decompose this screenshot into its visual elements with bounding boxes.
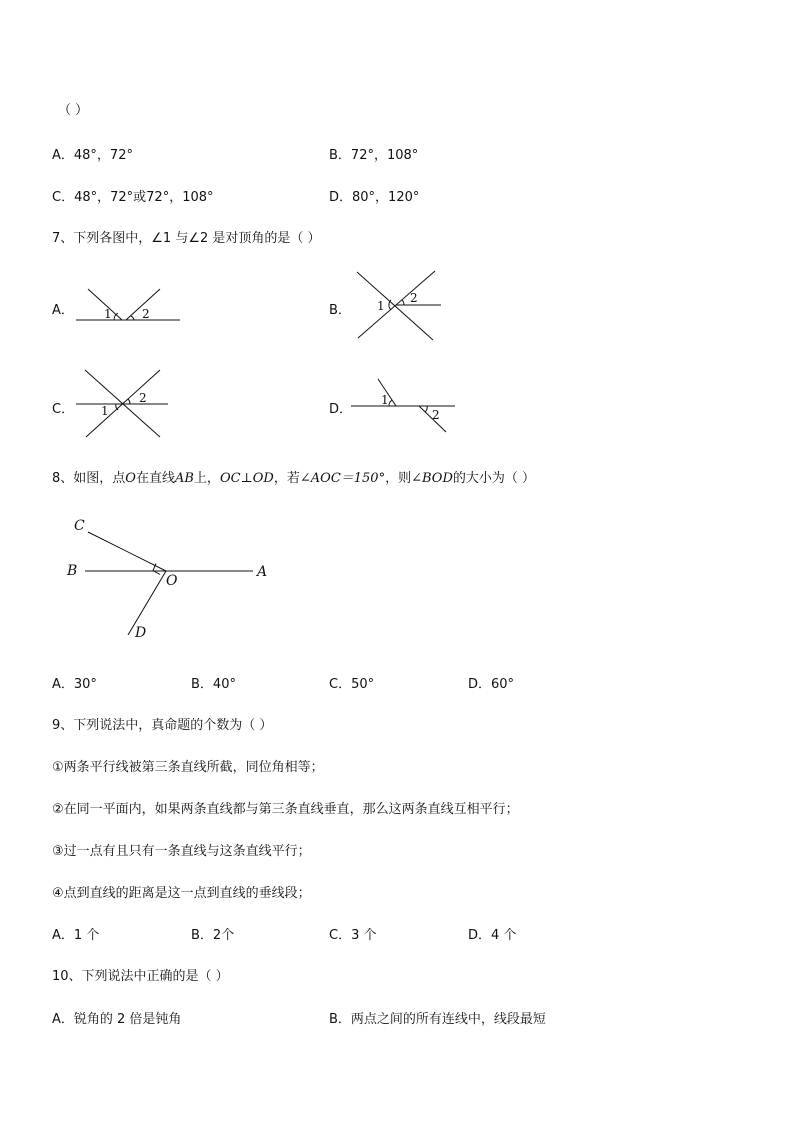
q9-statement-4: ④点到直线的距离是这一点到直线的垂线段； [52,886,311,901]
q10-option-a: A．锐角的 2 倍是钝角 [52,1012,182,1027]
q8-stem-part-c: 上， [193,471,220,486]
q10-stem: 10、下列说法中正确的是（ ） [52,969,229,984]
q6-answer-bracket: （ ） [58,103,89,118]
q8-stem-part-e: ，则 [385,471,412,486]
q8-label-o: O [166,573,178,589]
q6-option-b: B．72°，108° [329,148,419,163]
q9-option-d: D．4 个 [468,928,517,943]
q7-stem: 7、下列各图中，∠1 与∠2 是对顶角的是（ ） [52,231,321,246]
q8-stem-part-f: 的大小为（ ） [452,471,536,486]
q7d-angle-2: 2 [432,408,440,422]
q7a-angle-1: 1 [104,307,112,321]
q7-option-b-label: B． [329,303,351,318]
q9-option-b: B．2个 [191,928,235,943]
q8-option-c: C．50° [329,677,375,692]
q7-option-d-label: D． [329,402,353,417]
q8-label-b: B [67,563,78,579]
q9-statement-2: ②在同一平面内，如果两条直线都与第三条直线垂直，那么这两条直线互相平行； [52,802,519,817]
q8-stem-part-a: 8、如图，点 [52,471,126,486]
q9-stem: 9、下列说法中，真命题的个数为（ ） [52,718,273,733]
q7-option-a-label: A． [52,303,74,318]
q7c-angle-1: 1 [101,404,109,418]
q7b-angle-2: 2 [410,291,418,305]
q7-option-c-label: C． [52,402,75,417]
q8-option-d: D．60° [468,677,515,692]
q8-asked-angle: ∠BOD [411,471,453,486]
q8-stem-part-d: ，若 [273,471,300,486]
q8-given-angle: ∠AOC＝150° [299,471,386,486]
q8-label-d: D [135,625,147,641]
q7d-angle-1: 1 [381,393,389,407]
q8-option-a: A．30° [52,677,97,692]
q9-option-a: A．1 个 [52,928,100,943]
q8-label-a: A [257,564,268,580]
q8-option-b: B．40° [191,677,236,692]
q8-stem-part-b: 在直线 [135,471,175,486]
q7b-angle-1: 1 [377,299,385,313]
q6-option-d: D．80°，120° [329,190,420,205]
q10-option-b: B．两点之间的所有连线中，线段最短 [329,1012,546,1027]
q9-statement-1: ①两条平行线被第三条直线所截，同位角相等； [52,760,324,775]
q8-point-o: O [125,471,136,486]
q8-line-ab: AB [174,471,194,486]
q9-statement-3: ③过一点有且只有一条直线与这条直线平行； [52,844,311,859]
q8-perpendicular: OC⊥OD [219,471,274,486]
q6-option-a: A．48°，72° [52,148,133,163]
q7c-angle-2: 2 [139,391,147,405]
q8-label-c: C [74,518,85,534]
q7a-angle-2: 2 [142,307,150,321]
q9-option-c: C．3 个 [329,928,377,943]
q6-option-c: C．48°，72°或72°，108° [52,190,214,205]
